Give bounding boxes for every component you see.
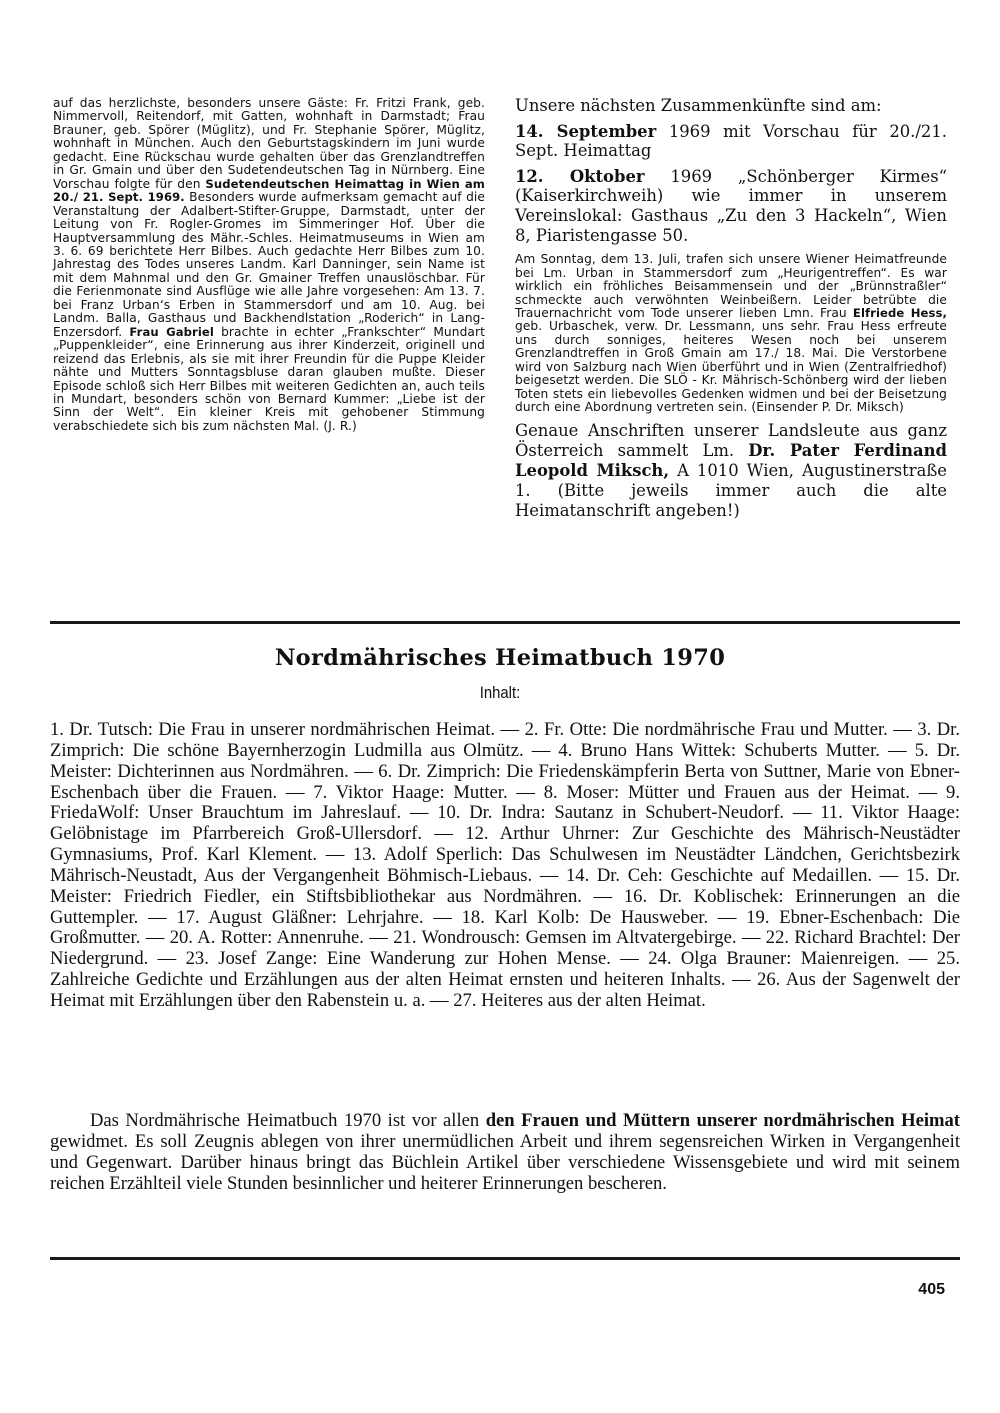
article-bold-name: Frau Gabriel — [129, 324, 214, 339]
footer-divider — [50, 1257, 960, 1260]
page-number: 405 — [918, 1281, 945, 1298]
report-bold-name: Elfriede Hess, — [852, 305, 947, 320]
table-of-contents — [50, 720, 960, 1012]
book-subtitle: Inhalt: — [479, 684, 521, 702]
dedication-text-block — [50, 1111, 960, 1194]
dedication-paragraph — [50, 1111, 960, 1194]
right-column — [515, 96, 947, 521]
left-column-article — [53, 97, 485, 433]
dedication-text: Das Nordmährische Heimatbuch 1970 ist vor allen — [90, 1110, 486, 1131]
article-text: brachte in echter „Frankschter“ Mundart „Puppenkleider“, eine Erinnerung aus ihrer Kinderzeit, originell und reizend das Erlebnis, als sie mit ihrer Freundin für die Puppe Kleider nähte und Mutters Sonntagsbluse daran glauben mußte. Dieser Episode schloß sich Herr Bilbes mit weiteren Gedichten an, auch teils in Mundart, besonders schön von Bernard Kummer: „Liebe ist der Sinn der Welt“. Ein kleiner Kreis mit gehobener Stimmung verabschiedete sich bis zum nächsten Mal. (J. R.) — [53, 324, 485, 433]
meeting-date: 14. September — [515, 121, 657, 141]
meeting-text: 1969 „Schönberger Kirmes“ (Kaiserkirchweih) wie immer in unserem Vereinslokal: Gasthaus „Zu den 3 Hackeln“, Wien 8, Piaristengasse 50. — [515, 166, 948, 245]
report-article — [515, 253, 947, 414]
address-text: A 1010 Wien, Augustinerstraße 1. (Bitte jeweils immer auch die alte Heimatanschrift angeben!) — [515, 460, 947, 520]
contents-list: 1. Dr. Tutsch: Die Frau in unserer nordmährischen Heimat. — 2. Fr. Otte: Die nordmährische Frau und Mutter. — 3. Dr. Zimprich: Die schöne Bayernherzogin Ludmilla aus Olmütz. — 4. Bruno Hans Wittek: Schuberts Mutter. — 5. Dr. Meister: Dichterinnen aus Nordmähren. — 6. Dr. Zimprich: Die Friedenskämpferin Berta von Suttner, Marie von Ebner-Eschenbach über die Frauen. — 7. Viktor Haage: Mutter. — 8. Moser: Mütter und Frauen aus der Heimat. — 9. FriedaWolf: Unser Brauchtum im Jahreslauf. — 10. Dr. Indra: Sautanz in Schubert-Neudorf. — 11. Viktor Haage: Gelöbnistage im Pfarrbereich Groß-Ullersdorf. — 12. Arthur Uhrner: Zur Geschichte des Mährisch-Neustädter Gymnasiums, Prof. Karl Klement. — 13. Adolf Sperlich: Das Schulwesen im Neustädter Ländchen, Gerichtsbezirk Mährisch-Neustadt, Aus der Vergangenheit Böhmisch-Liebaus. — 14. Dr. Ceh: Geschichte auf Medaillen. — 15. Dr. Meister: Friedrich Fiedler, ein Stiftsbibliothekar aus Nordmähren. — 16. Dr. Koblischek: Erinnerungen an die Guttempler. — 17. August Gläßner: Lehrjahre. — 18. Karl Kolb: De Hausweber. — 19. Ebner-Eschenbach: Die Großmutter. — 20. A. Rotter: Annenruhe. — 21. Wondrousch: Gemsen im Altvatergebirge. — 22. Richard Brachtel: Der Niedergrund. — 23. Josef Zange: Eine Wanderung zur Hohen Mense. — 24. Olga Brauner: Maienreigen. — 25. Zahlreiche Gedichte und Erzählungen aus der alten Heimat ernsten und heiteren Inhalts. — 26. Aus der Sagenwelt der Heimat mit Erzählungen über den Rabenstein u. a. — 27. Heiteres aus der alten Heimat. — [50, 719, 960, 1011]
meeting-item — [515, 122, 947, 161]
dedication-text: gewidmet. Es soll Zeugnis ablegen von ihrer unermüdlichen Arbeit und ihrem segensreichen Wirken in Vergangenheit und Gegenwart. Darüber hinaus bringt das Büchlein Artikel über verschiedene Wissensgebiete und wird mit seinem reichen Erzählteil viele Stunden besinnlicher und heiterer Erinnerungen bescheren. — [50, 1130, 960, 1194]
meeting-text: 1969 mit Vorschau für 20./21. Sept. Heimattag — [515, 121, 947, 161]
meetings-section — [515, 96, 947, 245]
address-text: Genaue Anschriften unserer Landsleute aus ganz Österreich sammelt Lm. — [515, 420, 947, 460]
article-bold-event: Sudetendeutschen Heimattag in Wien am 20./ 21. Sept. 1969. — [53, 176, 485, 205]
report-text: Am Sonntag, dem 13. Juli, trafen sich unsere Wiener Heimatfreunde bei Lm. Urban in Stammersdorf zum „Heurigentreffen“. Es war wirklich ein fröhliches Beisammensein und der „Brünnstraßler“ schmeckte auch verwöhnten Weinbeißern. Leider betrübte die Trauernachricht vom Tode unserer lieben Lmn. Frau — [515, 252, 947, 320]
dedication-bold: den Frauen und Müttern unserer nordmährischen Heimat — [485, 1110, 961, 1131]
meeting-date: 12. Oktober — [515, 166, 645, 186]
report-text: geb. Urbaschek, verw. Dr. Lessmann, uns sehr. Frau Hess erfreute uns durch sonniges, heiteres Wesen noch bei unserem Grenzlandtreffen in Groß Gmain am 17./ 18. Mai. Die Verstorbene wird von Salzburg nach Wien überführt und in Wien (Zentralfriedhof) beigesetzt werden. Die SLÖ - Kr. Mährisch-Schönberg wird der lieben Toten stets ein liebevolles Gedenken widmen und bei der Beisetzung durch eine Abordnung vertreten sein. (Einsender P. Dr. Miksch) — [515, 319, 947, 415]
book-title: Nordmährisches Heimatbuch 1970 — [274, 645, 726, 671]
article-text: auf das herzlichste, besonders unsere Gäste: Fr. Fritzi Frank, geb. Nimmervoll, Reitendorf, mit Gatten, wohnhaft in Darmstadt; Frau Brauner, geb. Spörer (Müglitz), und Fr. Stephanie Spörer, Müglitz, wohnhaft in München. Auch den Geburtstagskindern im Juni wurde gedacht. Eine Rückschau wurde gehalten über das Grenzlandtreffen in Gr. Gmain und über den Sudetendeutschen Tag in Nürnberg. Eine Vorschau folgte für den — [53, 96, 485, 191]
article-text: Besonders wurde aufmerksam gemacht auf die Veranstaltung der Adalbert-Stifter-Gruppe, Darmstadt, unter der Leitung von Fr. Rogler-Gromes im Simmeringer Hof. Über die Hauptversammlung des Mähr.-Schles. Heimatmuseums in Wien am 3. 6. 69 berichtete Herr Bilbes. Auch gedachte Herr Bilbes zum 10. Jahrestag des Todes unseres Landm. Karl Danninger, sein Name ist mit dem Mahnmal und den Gr. Gmainer Treffen unauslöschbar. Für die Ferienmonate sind Ausflüge wie alle Jahre vorgesehen: Am 13. 7. bei Franz Urban‘s Erben in Stammersdorf und am 10. Aug. bei Landm. Balla, Gasthaus und Backhendlstation „Roderich“ in Lang-Enzersdorf. — [53, 190, 485, 339]
meeting-item — [515, 167, 947, 245]
address-bold-name: Dr. Pater Ferdinand Leopold Miksch, — [515, 440, 947, 480]
address-notice — [515, 421, 947, 521]
meetings-intro: Unsere nächsten Zusammenkünfte sind am: — [515, 96, 882, 115]
section-divider — [50, 621, 960, 624]
